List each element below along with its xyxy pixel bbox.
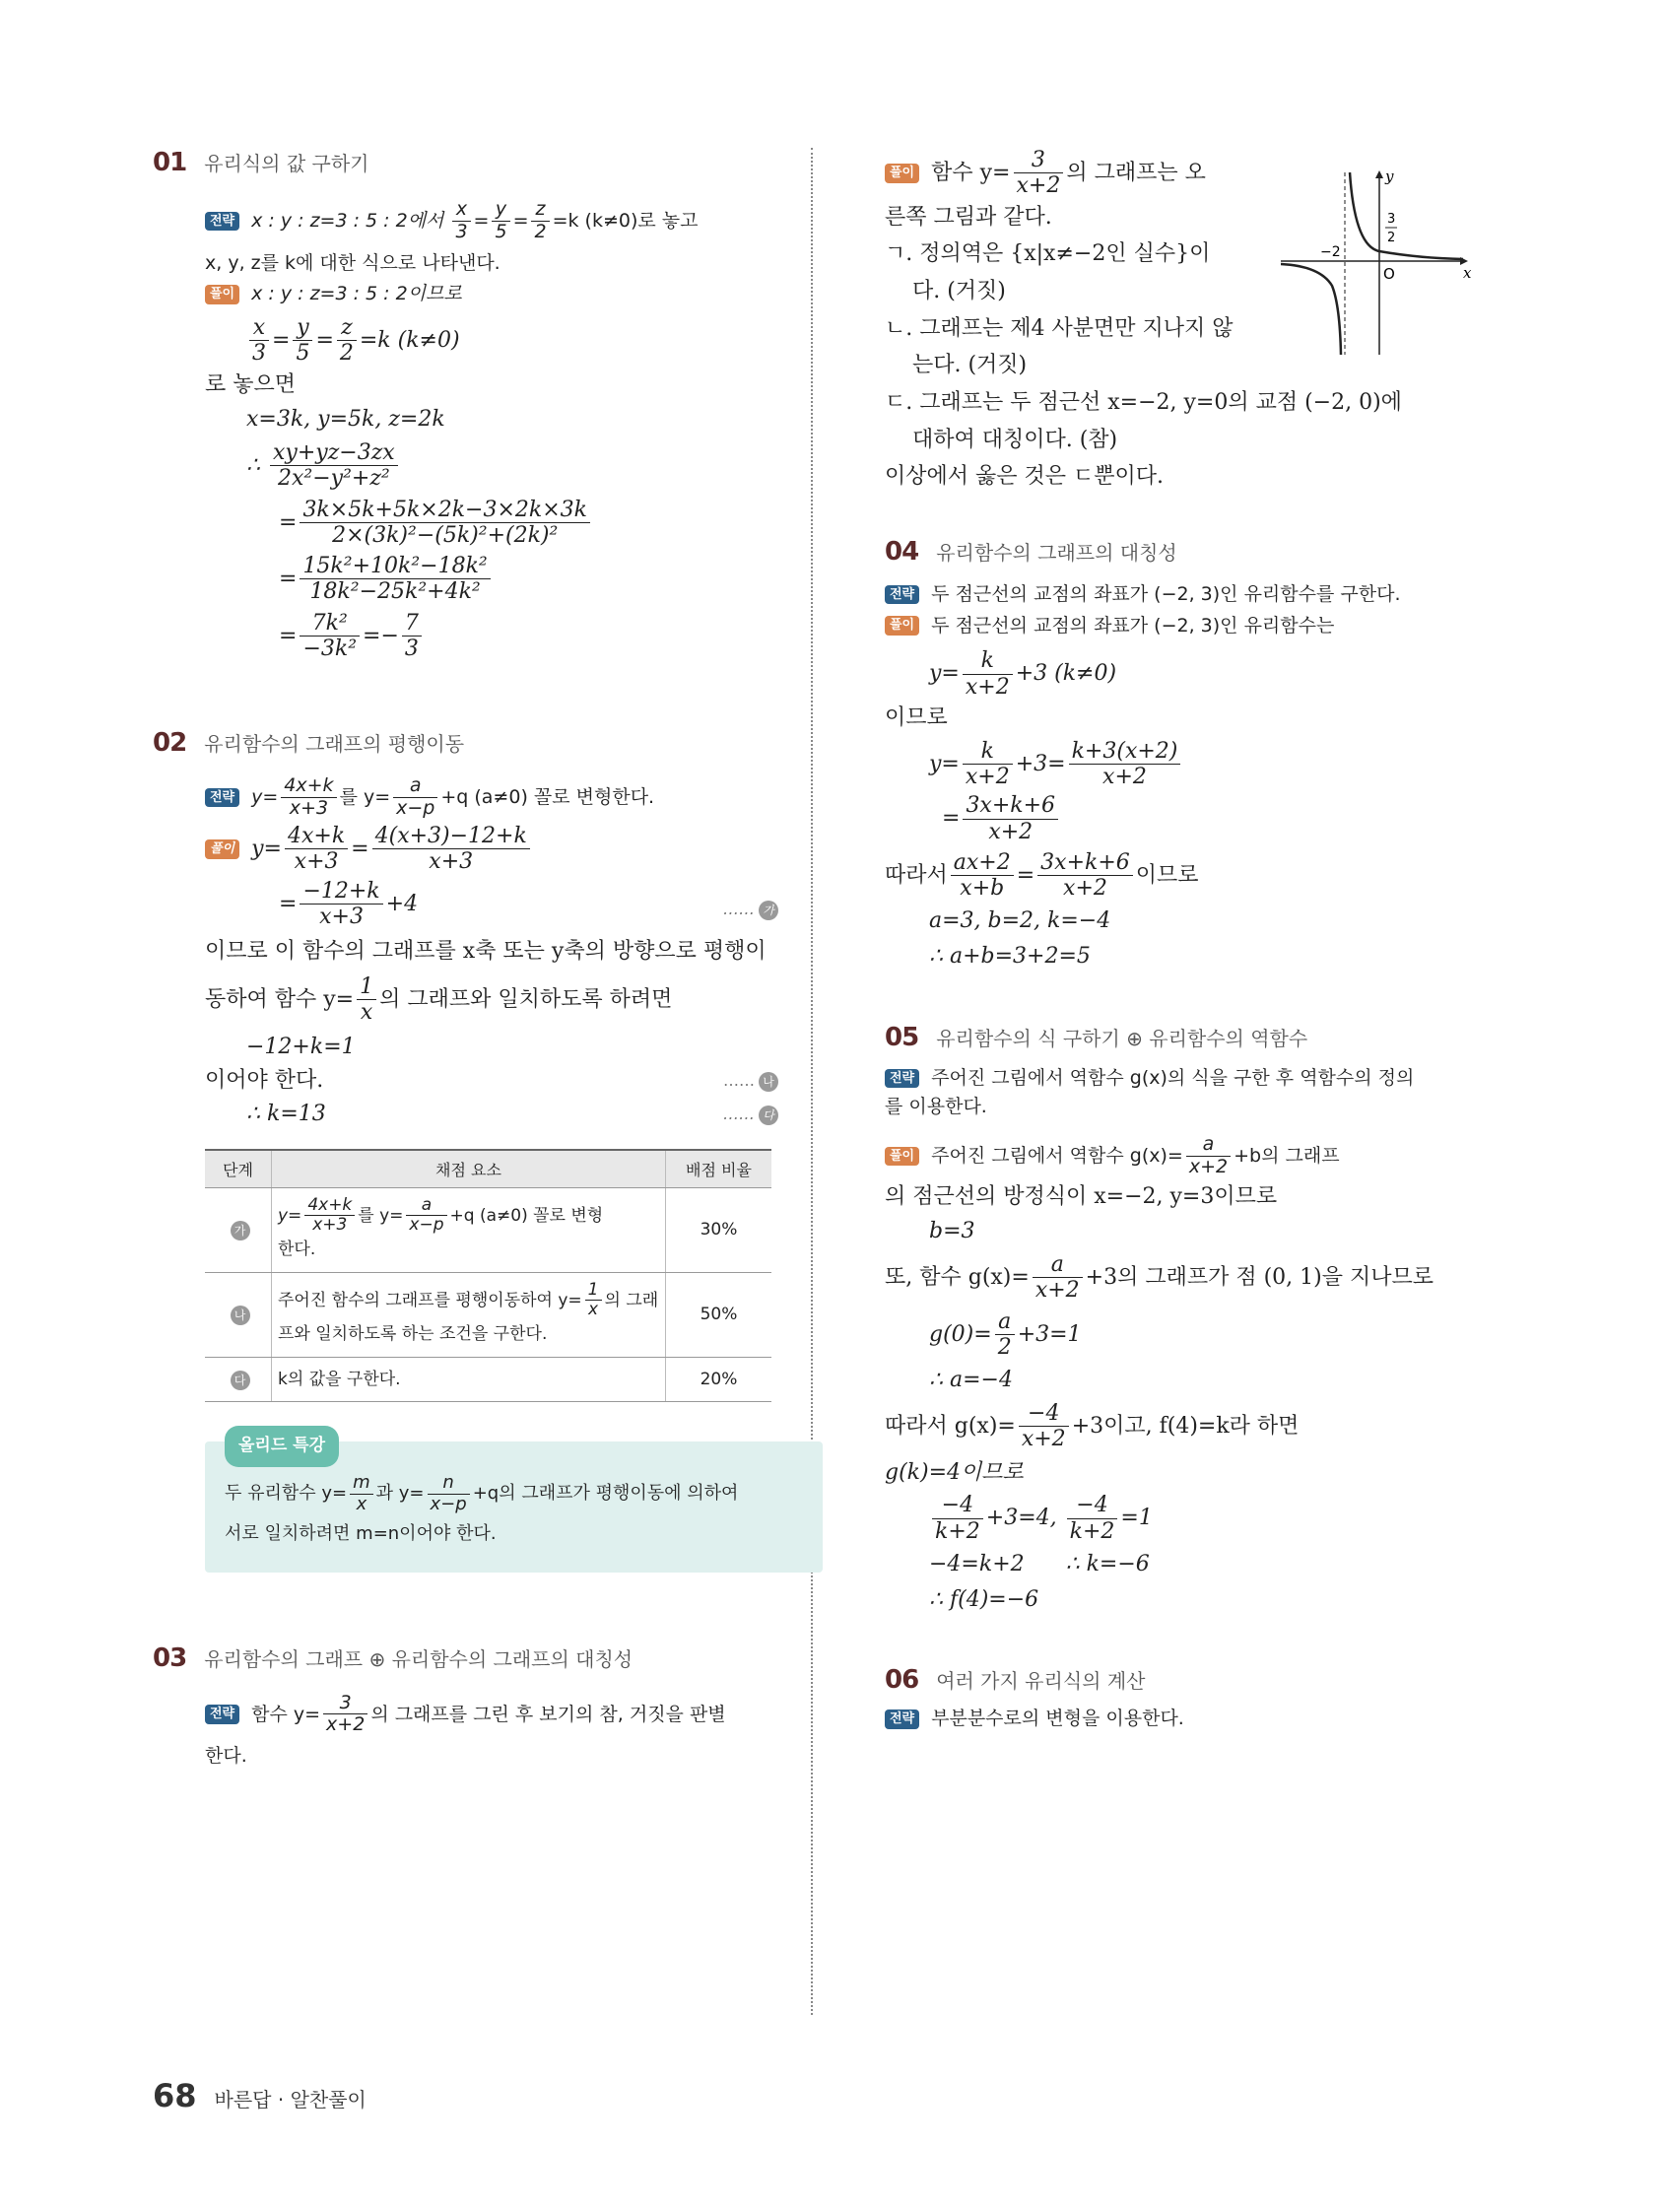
tip-title: 올리드 특강 — [225, 1426, 339, 1467]
s02-text2: 동하여 함수 y= $\frac{1}{x}$ 의 그래프와 일치하도록 하려면 — [205, 973, 673, 1026]
solution-tag: 풀이 — [885, 1147, 919, 1167]
s05-l3: b=3 — [929, 1219, 975, 1244]
s01-eq3: ∴ $\frac{xy+yz-3zx}{\text{2x²−y²+z²}}$ — [153, 440, 778, 492]
s02-text3: 이어야 한다. …… 나 — [153, 1066, 778, 1096]
frac-num: 3 — [1387, 212, 1396, 227]
fraction: $\frac{z}{2}$ — [531, 199, 549, 243]
fraction: $\frac{3x+k+6}{x+2}$ — [963, 793, 1058, 844]
page-footer — [153, 2077, 367, 2114]
strategy-tag: 전략 — [205, 788, 239, 808]
solution-tag: 풀이 — [885, 616, 919, 636]
step-cell: 다 — [205, 1357, 272, 1402]
s03-sol-8: 대하여 대칭이다. (참) — [885, 427, 1118, 452]
hyperbola-graph — [1281, 168, 1478, 360]
criteria-cell: y= $\frac{4x+k}{x+3}$ 를 y= $\frac{a}{x-p}$ +q (a≠0) 꼴로 변형 한다. — [272, 1187, 666, 1272]
step-cell: 가 — [205, 1187, 272, 1272]
s06-strategy: 전략 부분분수로의 변형을 이용한다. — [885, 1707, 1476, 1732]
fraction: $\frac{1}{x}$ — [357, 974, 376, 1026]
s02-eq3: −12+k=1 — [246, 1035, 356, 1060]
section-06-header — [885, 1665, 1476, 1695]
criteria-cell: 주어진 함수의 그래프를 평행이동하여 y= $\frac{1}{x}$ 의 그래 프와 일치하도록 하는 조건을 구한다. — [272, 1272, 666, 1357]
header-criteria: 채점 요소 — [272, 1150, 666, 1188]
section-number: 03 — [153, 1642, 187, 1673]
fraction: $\frac{a}{x+2}$ — [1033, 1252, 1083, 1304]
fraction: $\frac{-4}{k+2}$ — [1067, 1493, 1118, 1544]
text: =k (k≠0)로 놓고 — [552, 209, 699, 232]
strategy-tag: 전략 — [205, 212, 239, 232]
fraction: $\frac{k+3(x+2)}{x+2}$ — [1069, 739, 1181, 790]
s05-l11: ∴ f(4)=−6 — [929, 1586, 1039, 1612]
fraction: $\frac{4x+k}{x+3}$ — [281, 775, 336, 820]
s04-solution: 풀이 두 점근선의 교점의 좌표가 (−2, 3)인 유리함수는 — [885, 614, 1476, 639]
fraction: $\frac{-12+k}{x+3}$ — [300, 879, 382, 930]
criteria-cell: k의 값을 구한다. — [272, 1357, 666, 1402]
section-03-header — [153, 1643, 778, 1673]
s04-eq2: y= $\frac{k}{x+2}$ +3= $\frac{k+3(x+2)}{x+2}$ — [885, 739, 1476, 790]
fraction: $\frac{\text{15k²+10k²−18k²}}{\text{18k²−25k²+4k²}}$ — [300, 554, 490, 605]
fraction: $\frac{n}{x-p}$ — [428, 1473, 470, 1514]
strategy-tag: 전략 — [205, 1705, 239, 1724]
s05-l9: $\frac{-4}{k+2}$ +3=4, $\frac{-4}{k+2}$ =1 — [885, 1493, 1476, 1544]
s04-strategy: 전략 두 점근선의 교점의 좌표가 (−2, 3)인 유리함수를 구한다. — [885, 582, 1476, 608]
fraction: $\frac{y}{5}$ — [293, 315, 312, 367]
header-step: 단계 — [205, 1150, 272, 1188]
s01-eq2: x=3k, y=5k, z=2k — [246, 407, 445, 433]
fraction: $\frac{3}{x+2}$ — [1014, 148, 1064, 199]
section-number: 06 — [885, 1665, 919, 1696]
s05-strategy: 전략 주어진 그림에서 역함수 g(x)의 식을 구한 후 역함수의 정의 — [885, 1066, 1476, 1092]
header-ratio: 배점 비율 — [666, 1150, 772, 1188]
s03-strategy-2: 한다. — [205, 1745, 247, 1768]
ratio-cell: 20% — [666, 1357, 772, 1402]
origin-label: O — [1383, 265, 1395, 283]
step-marker: …… 가 — [723, 899, 778, 920]
text: x : y : z=3 : 5 : 2이므로 — [251, 283, 462, 305]
s05-l8: g(k)=4이므로 — [885, 1459, 1024, 1485]
tip-box — [205, 1436, 823, 1572]
footer-label: 바른답 · 알찬풀이 — [214, 2088, 367, 2111]
table-row — [205, 1187, 771, 1272]
solution-tag: 풀이 — [205, 285, 239, 304]
s05-l10: −4=k+2 ∴ k=−6 — [929, 1551, 1150, 1576]
section-title: 여러 가지 유리식의 계산 — [936, 1669, 1146, 1694]
s04-eq1: y= $\frac{k}{x+2}$ +3 (k≠0) — [929, 648, 1117, 700]
s01-eq5: = $\frac{\text{15k²+10k²−18k²}}{\text{18k²−25k²+4k²}}$ — [153, 554, 778, 605]
table-header — [205, 1150, 771, 1188]
step-marker: …… 다 — [723, 1104, 778, 1125]
s01-eq4: = $\frac{3k\times 5k+5k\times 2k-3\times 2k\times 3k}{\text{2×(3k)²−(5k)²+(2k)²}}$ — [153, 498, 778, 549]
section-title: 유리함수의 그래프 ⊕ 유리함수의 그래프의 대칭성 — [204, 1646, 634, 1671]
fraction: $\frac{-4}{x+2}$ — [1019, 1401, 1069, 1452]
page-number: 68 — [153, 2077, 197, 2114]
fraction: $\frac{4(x+3)-12+k}{x+3}$ — [372, 824, 530, 875]
s05-l7: 따라서 g(x)= $\frac{-4}{x+2}$ +3이고, f(4)=k라 하면 — [885, 1401, 1300, 1452]
section-04-header — [885, 537, 1476, 567]
fraction: $\frac{4x+k}{x+3}$ — [285, 824, 348, 875]
section-number: 01 — [153, 148, 187, 177]
ratio-cell: 30% — [666, 1187, 772, 1272]
score-table — [205, 1149, 771, 1403]
fraction: $\frac{ax+2}{x+b}$ — [951, 850, 1014, 902]
section-title: 유리함수의 그래프의 대칭성 — [936, 541, 1177, 566]
fraction: $\frac{z}{2}$ — [337, 315, 357, 367]
s03-sol-4: 다. (거짓) — [885, 278, 1006, 303]
fraction: $\frac{k}{x+2}$ — [963, 648, 1013, 700]
s04-eq3: = $\frac{3x+k+6}{x+2}$ — [885, 793, 1476, 844]
fraction: $\frac{a}{x-p}$ — [406, 1196, 446, 1236]
table-row — [205, 1272, 771, 1357]
s02-solution: 풀이 y= $\frac{4x+k}{x+3}$ = $\frac{4(x+3)-12+k}{x+3}$ — [153, 824, 778, 875]
fraction: $\frac{y}{5}$ — [492, 199, 509, 243]
fraction: $\frac{-4}{k+2}$ — [932, 1493, 983, 1544]
x-label: x — [1463, 264, 1472, 282]
fraction: $\frac{1}{x}$ — [585, 1281, 602, 1320]
ratio-cell: 50% — [666, 1272, 772, 1357]
neg2-label: −2 — [1320, 244, 1341, 260]
fraction: $\frac{k}{x+2}$ — [963, 739, 1013, 790]
s01-strategy-2: x, y, z를 k에 대한 식으로 나타낸다. — [205, 251, 500, 274]
s01-eq6: = $\frac{\text{7k²}}{\text{−3k²}}$ =− $\frac{7}{3}$ — [153, 611, 778, 662]
s02-strategy: 전략 y= $\frac{4x+k}{x+3}$ 를 y= $\frac{a}{x-p}$ +q (a≠0) 꼴로 변형한다. — [153, 775, 778, 820]
tip-line-1: 두 유리함수 y= $\frac{m}{x}$ 과 y= $\frac{n}{x-p}$ +q의 그래프가 평행이동에 의하여 — [225, 1472, 739, 1515]
fraction: $\frac{a}{2}$ — [995, 1309, 1015, 1361]
s03-sol-7: ㄷ. 그래프는 두 점근선 x=−2, y=0의 교점 (−2, 0)에 — [885, 390, 1402, 416]
s01-eq1: $\frac{x}{3}$ = $\frac{y}{5}$ = $\frac{z}{2}$ =k (k≠0) — [153, 315, 778, 367]
step-marker: …… 나 — [723, 1070, 778, 1092]
s01-strategy: 전략 x : y : z=3 : 5 : 2에서 $\frac{x}{3}$ = $\frac{y}{5}$ = $\frac{z}{2}$ =k (k≠0)로 놓고 — [153, 199, 778, 243]
section-title: 유리함수의 식 구하기 ⊕ 유리함수의 역함수 — [936, 1026, 1308, 1050]
section-title: 유리함수의 그래프의 평행이동 — [204, 732, 465, 757]
s01-solution — [153, 282, 778, 307]
s03-solution: 풀이 함수 y= $\frac{3}{x+2}$ 의 그래프는 오 — [885, 148, 1476, 199]
text: x : y : z=3 : 5 : 2에서 — [251, 209, 444, 232]
curve-left — [1281, 264, 1341, 355]
s02-eq2: = $\frac{-12+k}{x+3}$ +4 …… 가 — [153, 879, 778, 930]
fraction: $\frac{x}{3}$ — [249, 315, 269, 367]
section-number: 02 — [153, 728, 187, 759]
s02-text1: 이므로 이 함수의 그래프를 x축 또는 y축의 방향으로 평행이 — [205, 939, 767, 965]
s05-l5: g(0)= $\frac{a}{2}$ +3=1 — [929, 1308, 1082, 1361]
fraction: $\frac{a}{x-p}$ — [393, 775, 437, 820]
s03-sol-2: 른쪽 그림과 같다. — [885, 204, 1052, 230]
s03-sol-3: ㄱ. 정의역은 {x|x≠−2인 실수}이 — [885, 241, 1211, 267]
table-row — [205, 1357, 771, 1402]
s03-sol-9: 이상에서 옳은 것은 ㄷ뿐이다. — [885, 464, 1164, 490]
fraction: $\frac{7}{3}$ — [402, 611, 422, 662]
s05-strategy-2: 를 이용한다. — [885, 1096, 987, 1118]
left-column — [153, 148, 778, 1770]
strategy-tag: 전략 — [885, 1709, 919, 1729]
fraction: $\frac{xy+yz-3zx}{\text{2x²−y²+z²}}$ — [270, 440, 398, 492]
fraction: $\frac{3k\times 5k+5k\times 2k-3\times 2k\times 3k}{\text{2×(3k)²−(5k)²+(2k)²}}$ — [300, 498, 590, 549]
s03-sol-6: 는다. (거짓) — [885, 353, 1028, 378]
section-number: 04 — [885, 537, 919, 568]
frac-den: 2 — [1387, 231, 1396, 245]
fraction: $\frac{x}{3}$ — [452, 199, 470, 243]
fraction: $\frac{a}{x+2}$ — [1186, 1134, 1231, 1178]
solution-tag: 풀이 — [885, 164, 919, 183]
strategy-tag: 전략 — [885, 1069, 919, 1089]
section-title: 유리식의 값 구하기 — [204, 152, 369, 175]
fraction: $\frac{m}{x}$ — [350, 1473, 373, 1514]
y-label: y — [1385, 168, 1394, 185]
strategy-tag: 전략 — [885, 585, 919, 605]
fraction: $\frac{4x+k}{x+3}$ — [304, 1196, 355, 1236]
s05-solution: 풀이 주어진 그림에서 역함수 g(x)= $\frac{a}{x+2}$ +b의 그래프 — [885, 1134, 1476, 1178]
fraction: $\frac{3x+k+6}{x+2}$ — [1037, 850, 1133, 902]
s04-eq5: a=3, b=2, k=−4 — [929, 908, 1111, 934]
step-cell: 나 — [205, 1272, 272, 1357]
s02-k: ∴ k=13 …… 다 — [153, 1100, 778, 1129]
s05-l4: 또, 함수 g(x)= $\frac{a}{x+2}$ +3의 그래프가 점 (0, 1)을 지나므로 — [885, 1252, 1434, 1304]
s05-l6: ∴ a=−4 — [929, 1368, 1013, 1393]
s04-eq4: 따라서 $\frac{ax+2}{x+b}$ = $\frac{3x+k+6}{x+2}$ 이므로 — [885, 849, 1199, 902]
curve-right — [1350, 172, 1463, 259]
section-01-header — [153, 148, 778, 177]
right-column — [885, 148, 1476, 1732]
section-number: 05 — [885, 1022, 919, 1052]
column-divider — [811, 148, 813, 2015]
tip-line-2: 서로 일치하려면 m=n이어야 한다. — [225, 1522, 497, 1544]
section-05-header — [885, 1023, 1476, 1052]
s03-strategy: 전략 함수 y= $\frac{3}{x+2}$ 의 그래프를 그린 후 보기의 참, 거짓을 판별 — [153, 1693, 778, 1737]
s05-l2: 의 점근선의 방정식이 x=−2, y=3이므로 — [885, 1183, 1278, 1209]
fraction: $\frac{3}{x+2}$ — [323, 1693, 367, 1737]
s04-eq6: ∴ a+b=3+2=5 — [929, 944, 1091, 970]
s01-let: 로 놓으면 — [205, 371, 297, 397]
s04-text2: 이므로 — [885, 704, 948, 730]
s03-sol-5: ㄴ. 그래프는 제4 사분면만 지나지 않 — [885, 315, 1234, 341]
text: =k (k≠0) — [359, 327, 460, 353]
y-axis-arrow-icon — [1375, 170, 1383, 178]
solution-tag: 풀이 — [205, 839, 239, 859]
fraction: $\frac{\text{7k²}}{\text{−3k²}}$ — [300, 611, 360, 662]
section-02-header — [153, 728, 778, 758]
